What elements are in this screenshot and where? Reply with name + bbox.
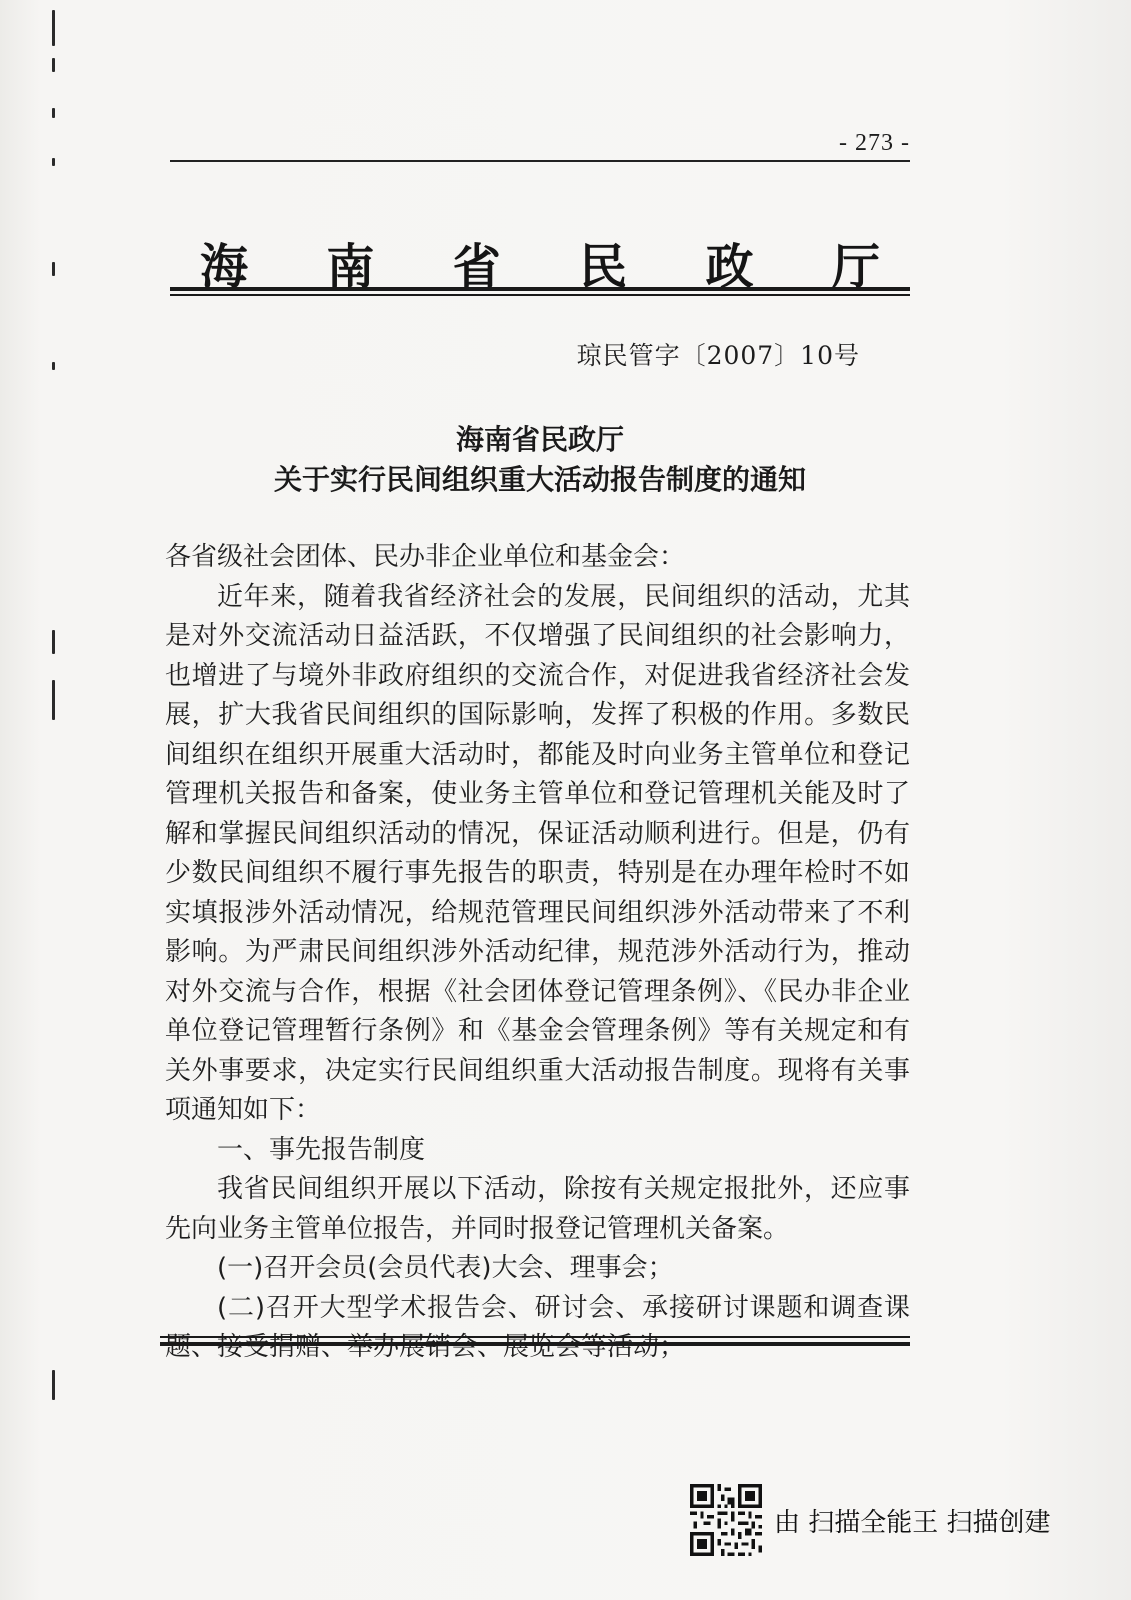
salutation: 各省级社会团体、民办非企业单位和基金会： (165, 542, 686, 572)
masthead-char: 政 (705, 239, 754, 295)
body-paragraph: 我省民间组织开展以下活动，除按有关规定报批外，还应事先向业务主管单位报告，并同时报登记管理机关备案。 (165, 1174, 910, 1244)
qr-code-icon (690, 1484, 762, 1556)
masthead-char: 省 (452, 239, 501, 295)
notice-body (165, 538, 910, 1368)
list-item: (二)召开大型学术报告会、研讨会、承接研讨课题和调查课题、接受捐赠、举办展销会、展览会等活动； (165, 1292, 910, 1362)
masthead-char: 民 (579, 239, 628, 295)
notice-title-line2: 关于实行民间组织重大活动报告制度的通知 (273, 463, 806, 496)
list-item: (一)召开会员(会员代表)大会、理事会； (217, 1253, 674, 1283)
document-number: 琼民管字〔2007〕10号 (576, 341, 860, 370)
scan-edge-marks (52, 0, 62, 1450)
page-number: - 273 - (839, 130, 910, 156)
masthead-double-rule (170, 287, 910, 296)
scanner-watermark-text: 由 扫描全能王 扫描创建 (774, 1507, 1051, 1538)
footer-double-rule (160, 1336, 910, 1346)
masthead-char: 海 (200, 239, 249, 295)
body-paragraph: 近年来，随着我省经济社会的发展，民间组织的活动，尤其是对外交流活动日益活跃，不仅增强了民间组织的社会影响力，也增进了与境外非政府组织的交流合作，对促进我省经济社会发展，扩大我省民间组织的国际影响，发挥了积极的作用。多数民间组织在组织开展重大活动时，都能及时向业务主管单位和登记管理机关报告和备案，使业务主管单位和登记管理机关能及时了解和掌握民间组织活动的情况，保证活动顺利进行。但是，仍有少数民间组织不履行事先报告的职责，特别是在办理年检时不如实填报涉外活动情况，给规范管理民间组织涉外活动带来了不利影响。为严肃民间组织涉外活动纪律，规范涉外活动行为，推动对外交流与合作，根据《社会团体登记管理条例》、《民办非企业单位登记管理暂行条例》和《基金会管理条例》等有关规定和有关外事要求，决定实行民间组织重大活动报告制度。现将有关事项通知如下： (165, 581, 910, 1125)
masthead-char: 厅 (831, 239, 880, 295)
masthead-char: 南 (326, 239, 375, 295)
notice-title-line1: 海南省民政厅 (455, 423, 624, 456)
header-rule (170, 160, 910, 162)
section-heading: 一、事先报告制度 (217, 1134, 426, 1165)
scanner-watermark (690, 1484, 1051, 1556)
